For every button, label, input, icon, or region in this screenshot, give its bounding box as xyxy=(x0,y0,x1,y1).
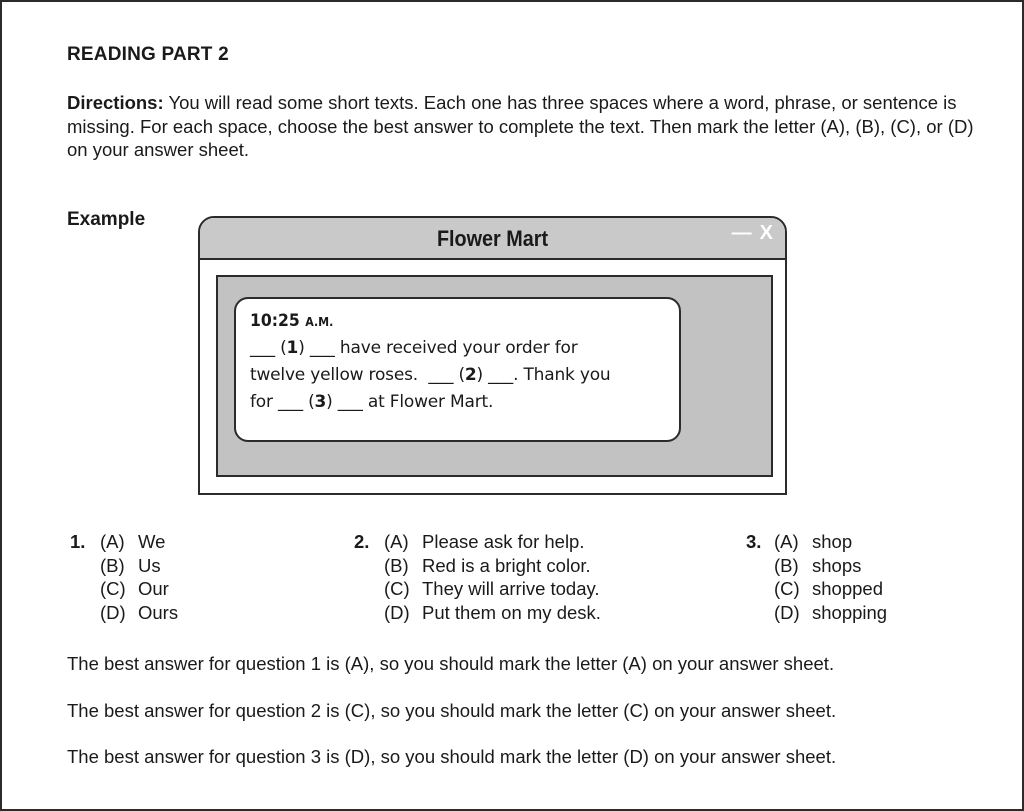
option-text: We xyxy=(138,531,166,552)
time-ampm: A.M. xyxy=(305,315,334,329)
option-letter: (A) xyxy=(100,531,125,552)
option-letter: (D) xyxy=(100,601,126,623)
time-value: 10:25 xyxy=(250,311,300,331)
option-list xyxy=(384,530,601,624)
option-letter: (D) xyxy=(774,601,800,623)
option-text: Us xyxy=(138,554,161,576)
option-letter: (C) xyxy=(100,578,126,599)
line3-post: ) ___ at Flower Mart. xyxy=(326,392,494,412)
line2-pre: twelve yellow roses. ___ ( xyxy=(250,365,465,385)
answer-line-2: The best answer for question 2 is (C), so you should mark the letter (C) on your answer sheet. xyxy=(67,699,837,721)
message-line-1 xyxy=(250,335,665,362)
directions xyxy=(67,91,987,162)
option-b[interactable] xyxy=(100,554,178,578)
message-text xyxy=(250,335,665,416)
option-letter: (D) xyxy=(384,601,410,623)
option-text: Ours xyxy=(138,601,179,623)
option-c[interactable] xyxy=(100,577,178,601)
option-letter: (A) xyxy=(384,531,409,552)
option-d[interactable] xyxy=(100,601,178,625)
option-d[interactable] xyxy=(384,601,601,625)
example-window xyxy=(198,216,787,495)
example-label: Example xyxy=(67,209,146,230)
option-letter: (C) xyxy=(774,578,800,599)
option-d[interactable] xyxy=(774,601,887,625)
option-c[interactable] xyxy=(774,577,887,601)
directions-label: Directions: xyxy=(67,92,164,113)
question-number: 1. xyxy=(70,531,86,552)
answer-line-3: The best answer for question 3 is (D), so you should mark the letter (D) on your answer sheet. xyxy=(67,746,837,767)
message-line-2 xyxy=(250,362,665,389)
window-controls xyxy=(724,222,773,245)
directions-text: You will read some short texts. Each one has three spaces where a word, phrase, or sentence is missing. For each space, choose the best answer to complete the text. Then mark the letter (A), (B), (C), or (D) on your answer sheet. xyxy=(67,92,974,160)
line1-pre: ___ ( xyxy=(250,338,287,358)
message-bubble xyxy=(234,297,681,442)
option-a[interactable] xyxy=(384,530,601,554)
window-title: Flower Mart xyxy=(436,226,549,251)
option-text: Our xyxy=(138,578,169,599)
option-letter: (B) xyxy=(100,554,125,576)
answer-line-1: The best answer for question 1 is (A), so you should mark the letter (A) on your answer sheet. xyxy=(67,653,835,674)
option-text: shopped xyxy=(812,578,883,599)
option-b[interactable] xyxy=(384,554,601,578)
option-text: shopping xyxy=(812,601,888,623)
line1-post: ) ___ have received your order for xyxy=(298,338,578,358)
window-titlebar xyxy=(200,218,785,260)
answer-explanations xyxy=(67,653,836,793)
option-text: Put them on my desk. xyxy=(422,601,601,623)
option-a[interactable] xyxy=(774,530,887,554)
blank-2: 2 xyxy=(464,365,477,385)
option-text: shop xyxy=(812,531,853,552)
blank-1: 1 xyxy=(286,338,299,358)
message-time xyxy=(250,311,632,331)
option-b[interactable] xyxy=(774,554,887,578)
line2-post: ) ___. Thank you xyxy=(476,365,611,385)
option-letter: (C) xyxy=(384,578,410,599)
option-a[interactable] xyxy=(100,530,178,554)
section-title: READING PART 2 xyxy=(67,44,229,65)
option-list xyxy=(100,530,178,624)
option-letter: (B) xyxy=(384,554,409,576)
option-text: They will arrive today. xyxy=(422,578,600,599)
option-list xyxy=(774,530,887,624)
option-text: Please ask for help. xyxy=(422,531,585,552)
message-line-3 xyxy=(250,389,665,416)
blank-3: 3 xyxy=(314,392,327,412)
option-letter: (A) xyxy=(774,531,799,552)
option-c[interactable] xyxy=(384,577,601,601)
message-panel xyxy=(216,275,773,477)
option-text: shops xyxy=(812,554,862,576)
option-letter: (B) xyxy=(774,554,799,576)
question-number: 2. xyxy=(354,531,370,552)
option-text: Red is a bright color. xyxy=(422,554,591,576)
question-number: 3. xyxy=(746,531,762,552)
close-icon: X xyxy=(759,222,773,244)
line3-pre: for ___ ( xyxy=(250,392,315,412)
minimize-icon: — xyxy=(731,222,752,244)
